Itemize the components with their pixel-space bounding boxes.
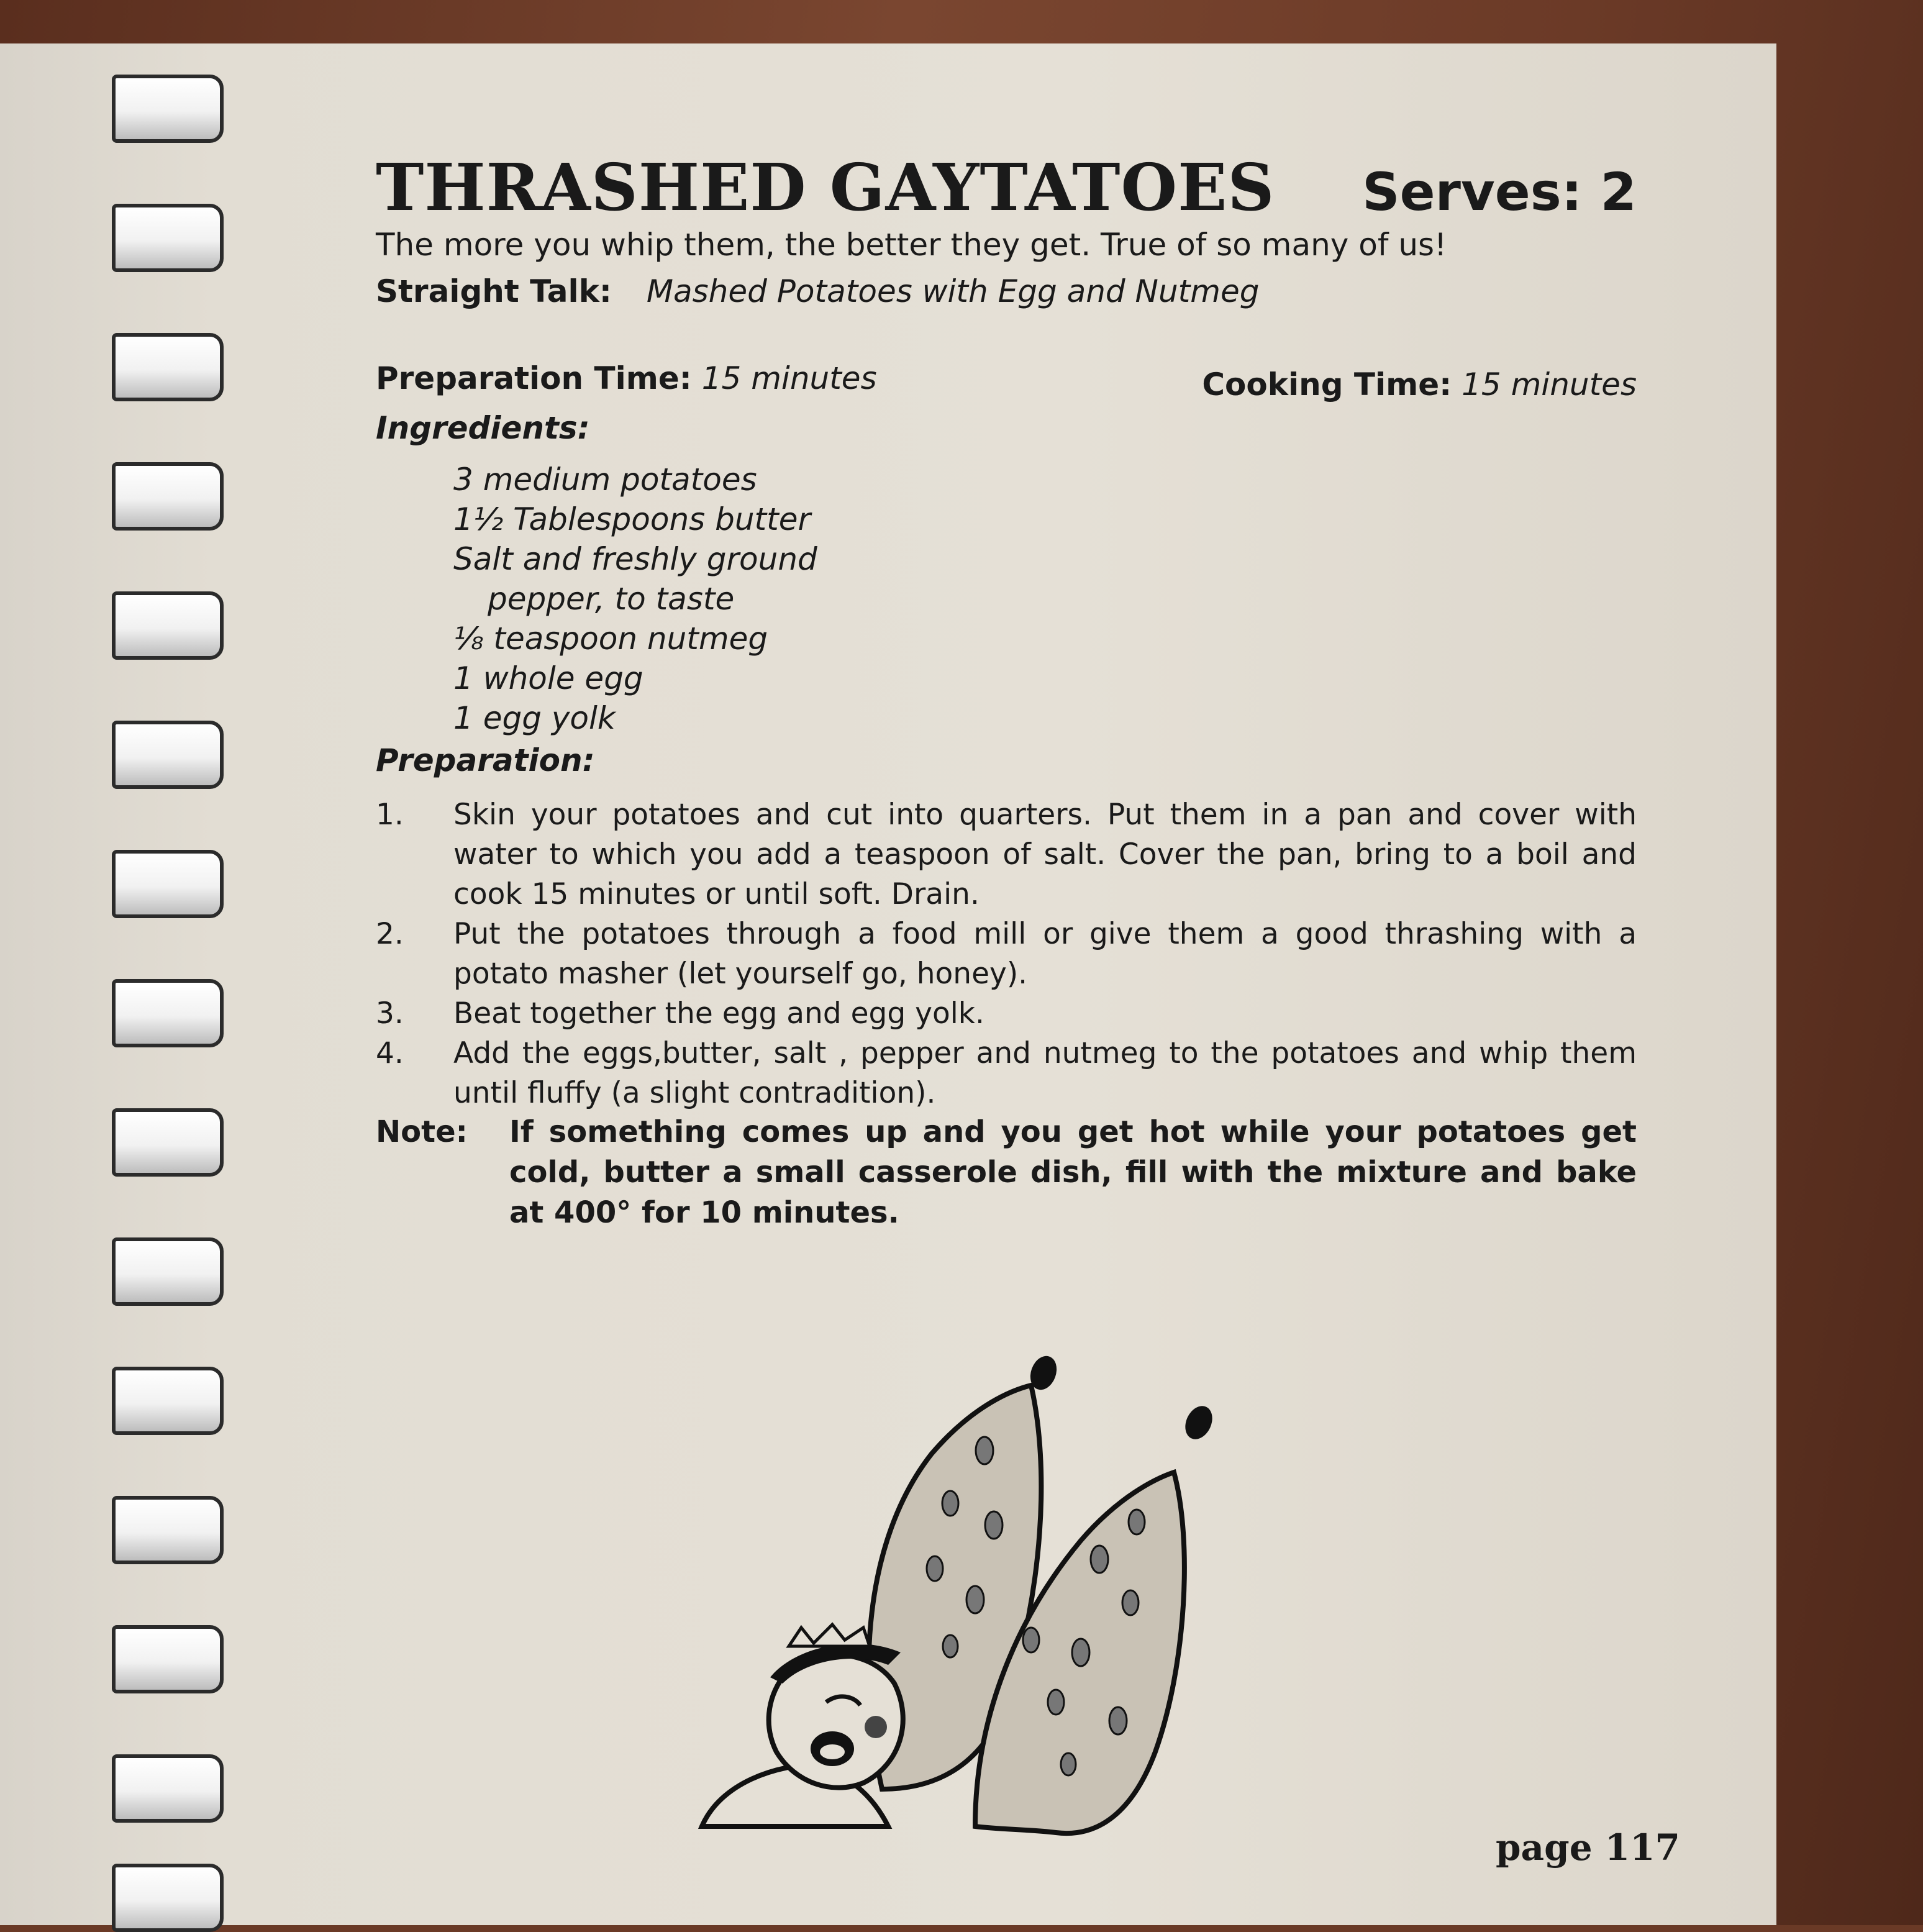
step-text: Add the eggs,butter, salt , pepper and nutmeg to the potatoes and whip them until fluffy (a slight contradition). [453, 1036, 1637, 1110]
binding-coil [112, 1625, 224, 1693]
step [376, 795, 1637, 914]
prep-time [376, 360, 877, 396]
tagline: The more you whip them, the better they get. True of so many of us! [376, 227, 1447, 263]
ingredient-item: ⅛ teaspoon nutmeg [453, 621, 768, 657]
ingredient-item: 1½ Tablespoons butter [453, 501, 811, 537]
cook-time-label: Cooking Time: [1202, 367, 1452, 403]
recipe-title: THRASHED GAYTATOES [376, 149, 1275, 226]
step-text: Beat together the egg and egg yolk. [453, 996, 984, 1031]
step [376, 914, 1637, 994]
step-text: Skin your potatoes and cut into quarters. Put them in a pan and cover with water to which you add a teaspoon of salt. Cover the pan, bring to a boil and cook 15 minutes or until soft. Drain. [453, 798, 1637, 911]
straight-talk-label: Straight Talk: [376, 273, 612, 309]
binding-coil [112, 204, 224, 272]
note [376, 1112, 1637, 1233]
binding-coil [112, 1108, 224, 1177]
ingredients-list [453, 460, 817, 738]
ingredient-item: Salt and freshly ground [453, 541, 817, 577]
cook-time [1202, 367, 1637, 403]
ingredient-item: 1 egg yolk [453, 700, 616, 736]
spiral-binding [93, 62, 242, 1925]
potato-cartoon-illustration [683, 1354, 1242, 1845]
binding-coil [112, 850, 224, 918]
straight-talk [376, 273, 1259, 309]
step-number: 2. [376, 917, 404, 951]
binding-coil [112, 1496, 224, 1564]
preparation-steps [376, 795, 1637, 1113]
cook-time-value: 15 minutes [1462, 367, 1637, 403]
step [376, 1034, 1637, 1113]
note-label: Note: [376, 1114, 468, 1149]
binding-coil [112, 1367, 224, 1435]
serves-value: 2 [1600, 162, 1637, 222]
prep-time-label: Preparation Time: [376, 360, 692, 396]
page-number: page 117 [1496, 1826, 1680, 1869]
binding-coil [112, 333, 224, 401]
binding-coil [112, 979, 224, 1047]
note-text: If something comes up and you get hot while your potatoes get cold, butter a small casserole dish, fill with the mixture and bake at 400° for 10 minutes. [509, 1114, 1637, 1230]
ingredient-item: 1 whole egg [453, 660, 643, 696]
serves-label: Serves: [1362, 162, 1583, 222]
ingredients-heading: Ingredients: [376, 410, 590, 446]
binding-coil [112, 1864, 224, 1932]
binding-coil [112, 1754, 224, 1823]
preparation-heading: Preparation: [376, 742, 595, 778]
ingredient-item: pepper, to taste [488, 581, 735, 617]
binding-coil [112, 1237, 224, 1306]
step [376, 994, 1637, 1034]
serves [1362, 162, 1637, 222]
binding-coil [112, 462, 224, 531]
ingredient-item: 3 medium potatoes [453, 462, 757, 498]
step-number: 3. [376, 996, 404, 1031]
step-number: 4. [376, 1036, 404, 1070]
step-text: Put the potatoes through a food mill or give them a good thrashing with a potato masher (let yourself go, honey). [453, 917, 1637, 991]
step-number: 1. [376, 798, 404, 832]
straight-talk-value: Mashed Potatoes with Egg and Nutmeg [646, 273, 1260, 309]
prep-time-value: 15 minutes [701, 360, 877, 396]
binding-coil [112, 591, 224, 660]
binding-coil [112, 75, 224, 143]
binding-coil [112, 721, 224, 789]
